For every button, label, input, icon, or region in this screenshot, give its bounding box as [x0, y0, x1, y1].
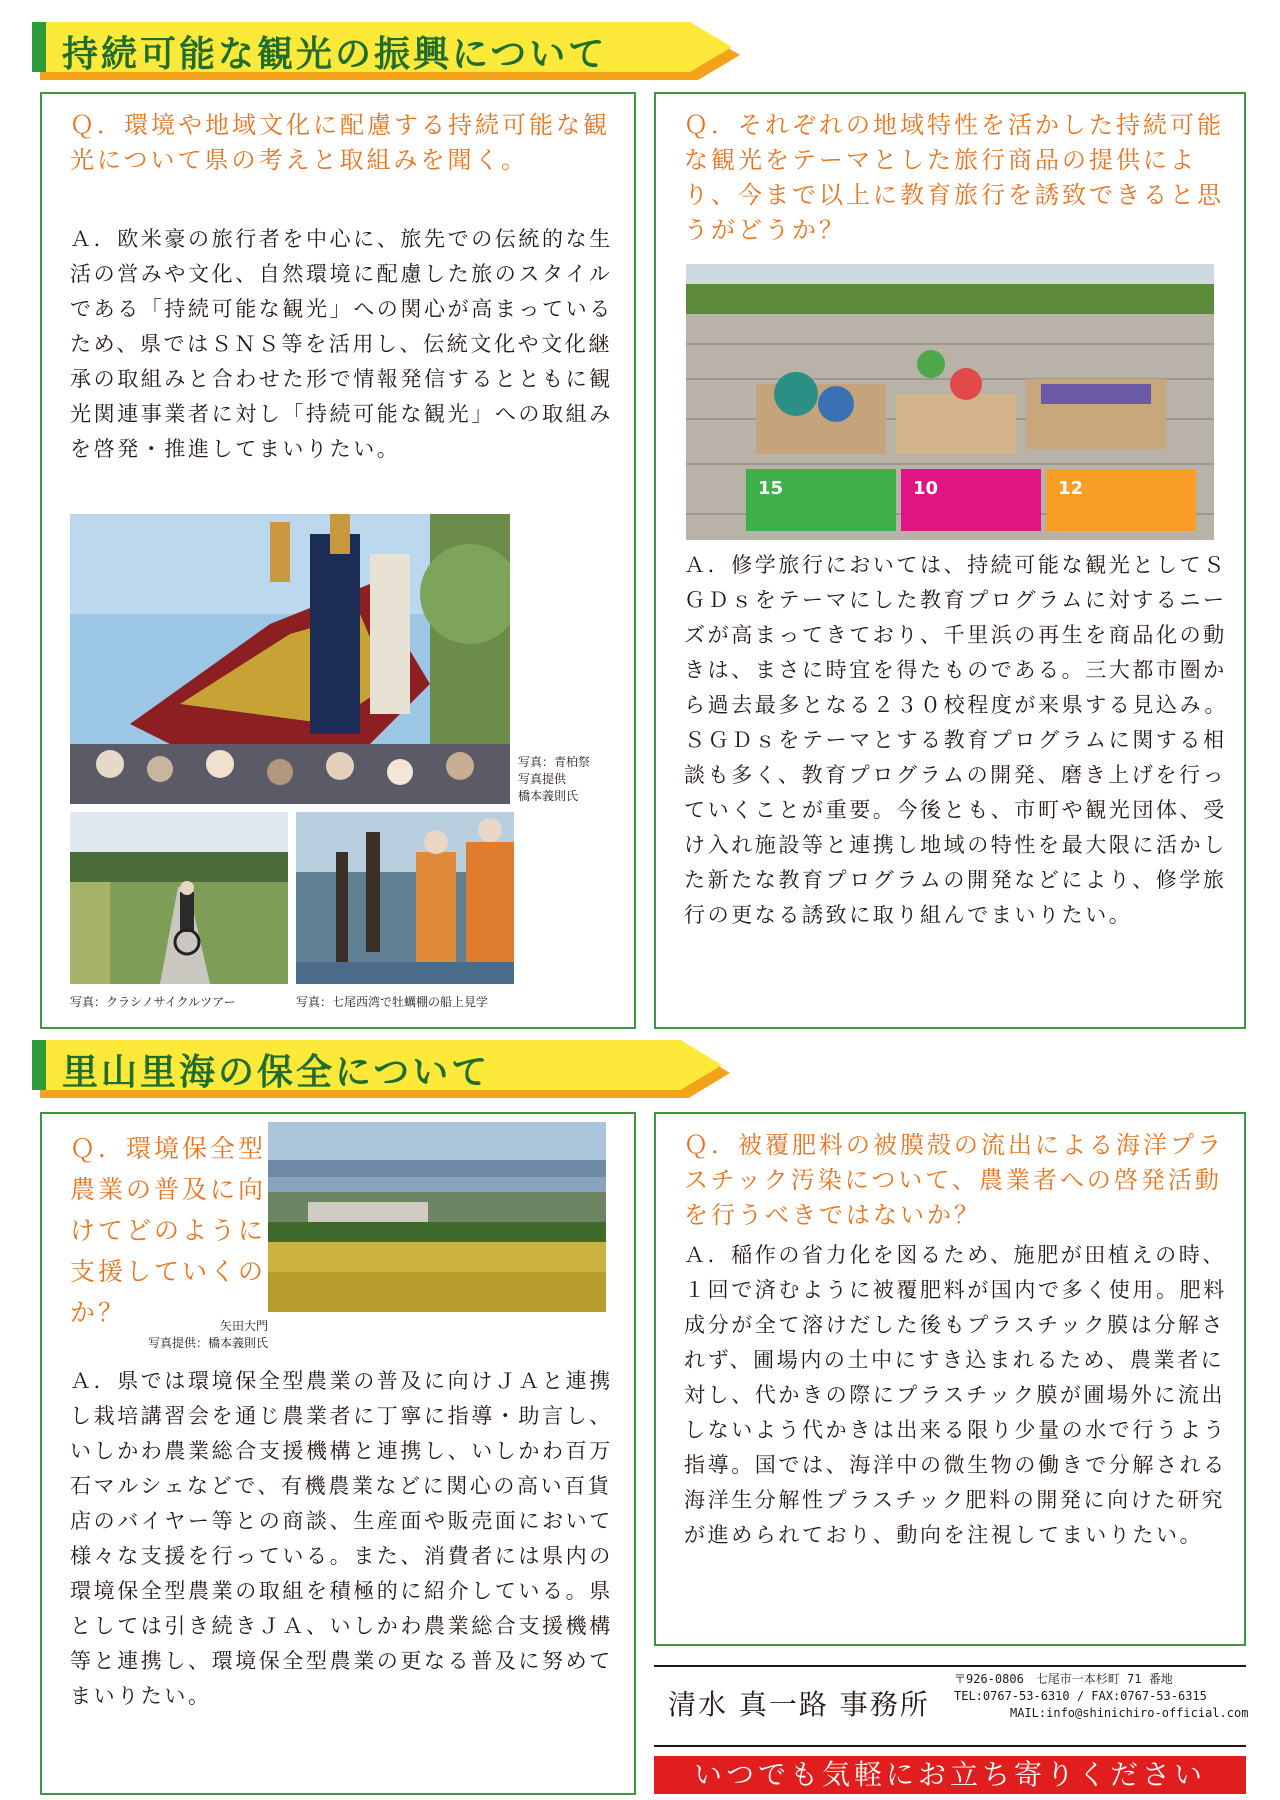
sdgs-craft-photo — [686, 264, 1214, 540]
section-title: 持続可能な観光の振興について — [62, 34, 608, 75]
answer-text: Ａ．修学旅行においては、持続可能な観光としてＳＧＤｓをテーマにした教育プログラムに対するニーズが高まってきており、千里浜の再生を商品化の動きは、まさに時宜を得たものである。三大都市圏から過去最多となる２３０校程度が来県する見込み。ＳＧＤｓをテーマとする教育プログラムに関する相談も多く、教育プログラムの開発、磨き上げを行っていくことが重要。今後とも、市町や観光団体、受け入れ施設等と連携し地域の特性を最大限に活かした新たな教育プログラムの開発などにより、修学旅行の更なる誘致に取り組んでまいりたい。 — [684, 553, 1229, 927]
answer-text: Ａ．稲作の省力化を図るため、施肥が田植えの時、１回で済むように被覆肥料が国内で多く使用。肥料成分が全て溶けだした後もプラスチック膜は分解されず、圃場内の土中にすき込まれるため、農業者に対し、代かきの際にプラスチック膜が圃場外に流出しないよう代かきは出来る限り少量の水で行うよう指導。国では、海洋中の微生物の働きで分解される海洋生分解性プラスチック肥料の開発に向けた研究が進められており、動向を注視してまいりたい。 — [684, 1243, 1227, 1547]
oyster-tour-caption: 写真：七尾西湾で牡蠣棚の船上見学 — [296, 995, 489, 1009]
sdg-number: 15 — [758, 478, 784, 499]
qa-box-marine-plastic — [654, 1112, 1246, 1646]
office-phone: TEL:0767-53-6310 / FAX:0767-53-6315 — [954, 1689, 1207, 1703]
sdg-number: 12 — [1058, 478, 1084, 499]
sdg-number: 10 — [913, 478, 939, 499]
question-text: Ｑ．それぞれの地域特性を活かした持続可能な観光をテーマとした旅行商品の提供により、今まで以上に教育旅行を誘致できると思うがどうか？ — [684, 111, 1224, 244]
question-text: Ｑ．環境保全型農業の普及に向けてどのように支援していくのか？ — [70, 1134, 267, 1327]
office-contact — [954, 1671, 1248, 1722]
yatadaimon-caption: 矢田大門 写真提供：橋本義則氏 — [147, 1319, 268, 1350]
banner-accent — [32, 1040, 46, 1090]
answer-text: Ａ．県では環境保全型農業の普及に向けＪＡと連携し栽培講習会を通じ農業者に丁寧に指導・助言し、いしかわ農業総合支援機構と連携し、いしかわ百万石マルシェなどで、有機農業などに関心の高い百貨店のバイヤー等との商談、生産面や販売面において様々な支援を行っている。また、消費者には県内の環境保全型農業の取組を積極的に紹介している。県としては引き続きＪＡ、いしかわ農業総合支援機構等と連携し、環境保全型農業の更なる普及に努めてまいりたい。 — [70, 1369, 613, 1708]
office-name: 清水 真一路 事務所 — [668, 1688, 930, 1721]
festival-photo — [70, 514, 510, 804]
office-mail: MAIL:info@shinichiro-official.com — [1010, 1706, 1249, 1720]
office-tagline: いつでも気軽にお立ち寄りください — [654, 1756, 1246, 1794]
festival-photo-caption: 写真：青柏祭 写真提供 橋本義則氏 — [518, 755, 591, 803]
cycle-tour-photo — [70, 812, 288, 984]
question-text: Ｑ．環境や地域文化に配慮する持続可能な観光について県の考えと取組みを聞く。 — [70, 111, 610, 174]
oyster-tour-photo — [296, 812, 514, 984]
section-banner-tourism — [32, 22, 732, 75]
qa-box-education-travel — [654, 92, 1246, 1029]
banner-accent — [32, 22, 46, 72]
cycle-tour-caption: 写真：クラシノサイクルツアー — [70, 995, 236, 1009]
section-title: 里山里海の保全について — [62, 1052, 491, 1093]
qa-box-sustainable-tourism — [40, 92, 636, 1029]
answer-text: Ａ．欧米豪の旅行者を中心に、旅先での伝統的な生活の営みや文化、自然環境に配慮した旅のスタイルである「持続可能な観光」への関心が高まっているため、県ではＳＮＳ等を活用し、伝統文化や文化継承の取組みと合わせた形で情報発信するとともに観光関連事業者に対し「持続可能な観光」への取組みを啓発・推進してまいりたい。 — [70, 227, 613, 461]
office-address: 〒926-0806 七尾市一本杉町 71 番地 — [954, 1672, 1173, 1686]
qa-box-environmental-agriculture — [40, 1112, 636, 1795]
question-text: Ｑ．被覆肥料の被膜殻の流出による海洋プラスチック汚染について、農業者への啓発活動を行うべきではないか？ — [684, 1131, 1224, 1229]
office-info — [654, 1665, 1249, 1747]
yatadaimon-photo — [268, 1122, 606, 1312]
section-banner-satoyama — [32, 1040, 722, 1093]
